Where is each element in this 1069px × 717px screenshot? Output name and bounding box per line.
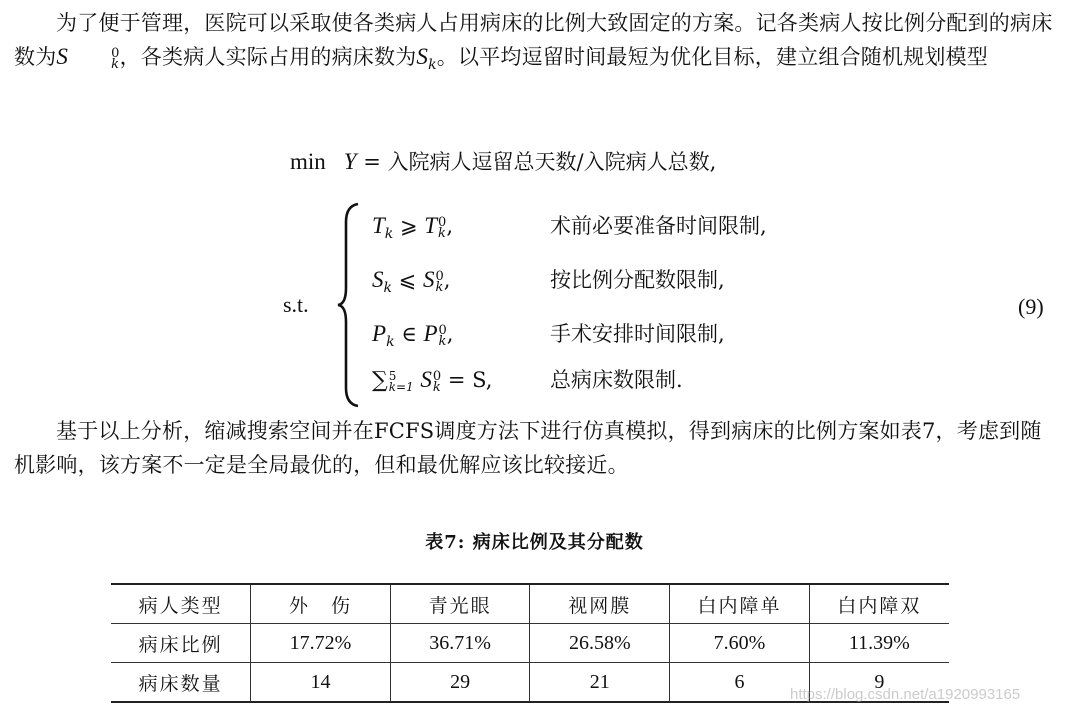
table-row	[111, 624, 949, 663]
constraint-description: 按比例分配数限制,	[550, 268, 725, 292]
intro-text-2: ，各类病人实际占用的病床数为	[119, 45, 417, 69]
left-brace	[336, 200, 362, 410]
min-label: min	[290, 149, 326, 174]
table-header-cell: 病人类型	[111, 584, 251, 624]
table-cell: 14	[251, 663, 391, 703]
table-header-cell: 青光眼	[390, 584, 530, 624]
intro-paragraph: 为了便于管理，医院可以采取使各类病人占用病床的比例大致固定的方案。记各类病人按比例分配到的病床数为S 0 k ，各类病人实际占用的病床数为$S_k$。以平均逗留时间最短为优化目标，建立组合随机规划模型	[14, 11, 1053, 74]
table-cell: 6	[670, 663, 810, 703]
sum-symbol: ∑	[372, 368, 388, 393]
table-header-cell: 外 伤	[251, 584, 391, 624]
table-header-row	[111, 584, 949, 624]
objective-variable: Y	[343, 149, 357, 174]
table-header-cell: 白内障单	[670, 584, 810, 624]
table-cell: 26.58%	[530, 624, 670, 663]
constraint-description: 术前必要准备时间限制,	[550, 214, 767, 238]
table-cell: 病床比例	[111, 624, 251, 663]
table-cell: 11.39%	[809, 624, 949, 663]
constraint-description: 总病床数限制.	[550, 368, 683, 392]
intro-text-3: 。以平均逗留时间最短为优化目标，建立组合随机规划模型	[436, 45, 988, 69]
table-cell: 36.71%	[390, 624, 530, 663]
constraint-description: 手术安排时间限制,	[550, 322, 725, 346]
table-header-cell: 视网膜	[530, 584, 670, 624]
table-header-cell: 白内障双	[809, 584, 949, 624]
constraint-row: $T_k$ ⩾ T 0 k , 术前必要准备时间限制,	[372, 210, 767, 242]
table-cell: 21	[530, 663, 670, 703]
table-cell: 7.60%	[670, 624, 810, 663]
constraint-row: ∑ 5 k=1 S 0 k = S, 总病床数限制.	[372, 364, 683, 394]
intro-text-1: 为了便于管理，医院可以采取使各类病人占用病床的比例大致固定的方案。记各类病人按比例分配到的病床数为	[14, 11, 1053, 69]
bed-ratio-table	[111, 583, 949, 703]
table-cell: 9	[809, 663, 949, 703]
constraint-row: $S_k$ ⩽ S 0 k , 按比例分配数限制,	[372, 264, 725, 296]
conclusion-paragraph: 基于以上分析，缩减搜索空间并在FCFS调度方法下进行仿真模拟，得到病床的比例方案如表7，考虑到随机影响，该方案不一定是全局最优的，但和最优解应该比较接近。	[14, 419, 1042, 477]
subject-to-label: s.t.	[283, 292, 309, 317]
constraint-row: $P_k$ ∈ P 0 k , 手术安排时间限制,	[372, 318, 725, 350]
table-caption: 表7: 病床比例及其分配数	[425, 532, 644, 553]
watermark: https://blog.csdn.net/a1920993165	[790, 686, 1021, 703]
table-cell: 病床数量	[111, 663, 251, 703]
equation-number: (9)	[1018, 294, 1044, 319]
table-cell: 29	[390, 663, 530, 703]
table-cell: 17.72%	[251, 624, 391, 663]
objective-function	[290, 146, 716, 176]
objective-rhs: = 入院病人逗留总天数/入院病人总数,	[356, 150, 717, 174]
